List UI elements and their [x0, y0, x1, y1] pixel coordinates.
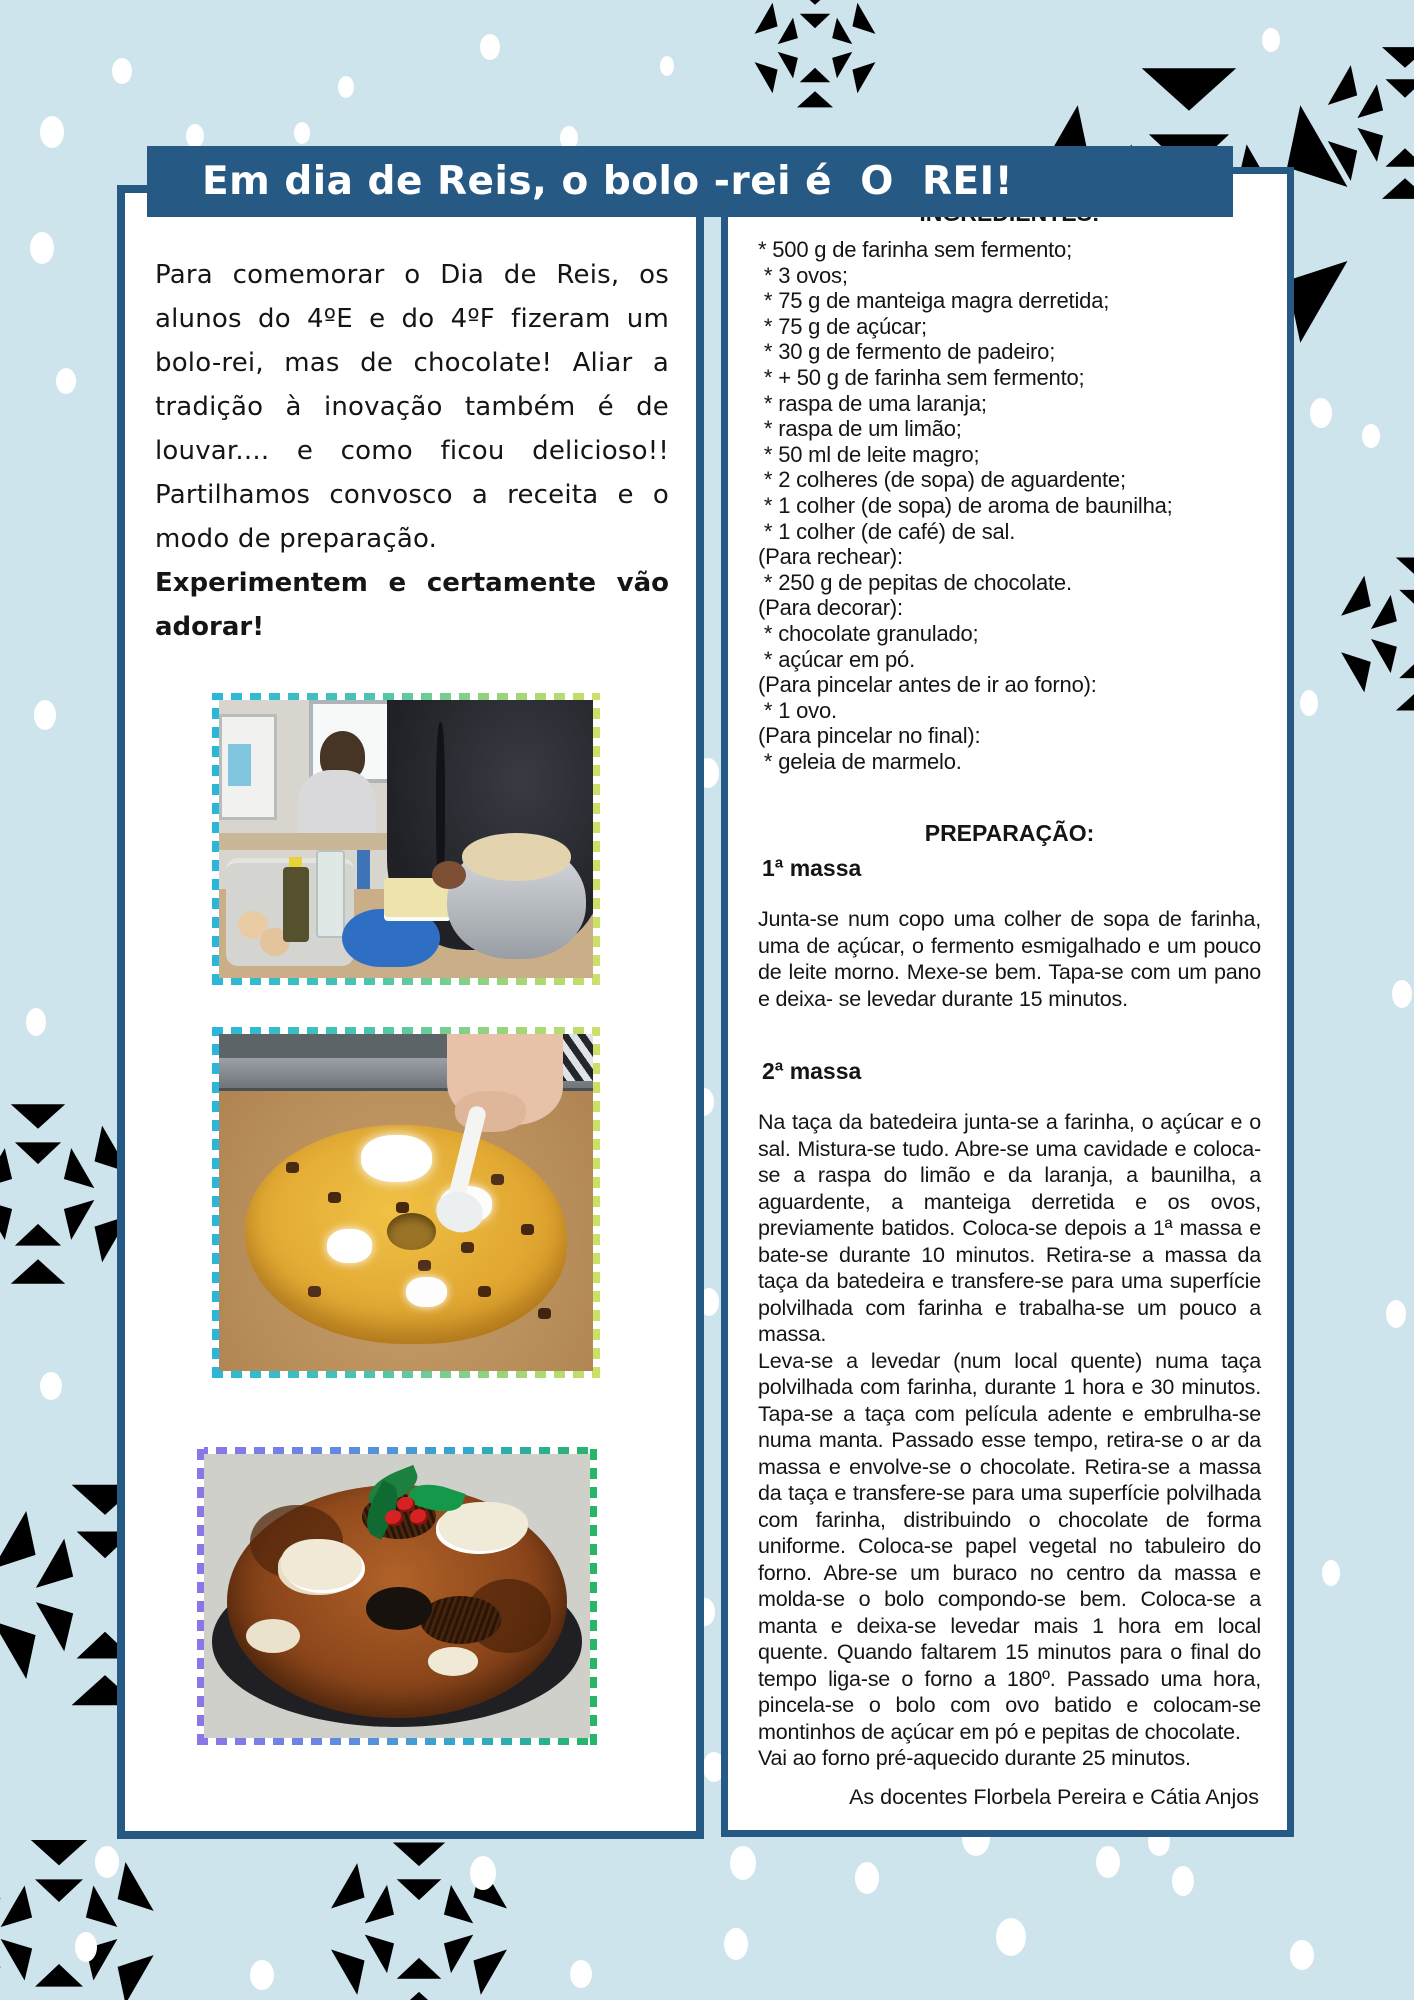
ingredients-list: [758, 237, 1261, 774]
ingredient-line: (Para pincelar antes de ir ao forno):: [758, 672, 1097, 698]
snowflake-icon: [1303, 518, 1414, 750]
ingredient-line: * 30 g de fermento de padeiro;: [758, 339, 1056, 365]
step1-text: Junta-se num copo uma colher de sopa de farinha, uma de açúcar, o fermento esmigalhado e um pouco de leite morno. Mexe-se bem. Tapa-se com um pano e deixa- se levedar durante 15 minutos.: [758, 907, 1261, 1011]
baked-bolo-rei-photo-image: [204, 1454, 590, 1738]
ingredient-line: * raspa de uma laranja;: [758, 390, 987, 416]
ingredient-line: * 1 colher (de café) de sal.: [758, 518, 1016, 544]
step2-paragraph: Vai ao forno pré-aquecido durante 25 minutos.: [758, 1746, 1191, 1771]
step2-heading: 2ª massa: [762, 1058, 862, 1085]
ingredient-line: * chocolate granulado;: [758, 620, 979, 646]
ingredient-line: (Para decorar):: [758, 595, 903, 621]
mixing-ingredients-photo: [212, 693, 600, 985]
dough-with-sugar-photo: [212, 1027, 600, 1378]
ingredient-line: * 50 ml de leite magro;: [758, 441, 980, 467]
intro-card: [117, 185, 704, 1839]
ingredient-line: * 250 g de pepitas de chocolate.: [758, 569, 1072, 595]
step2-paragraphs: [758, 1085, 1261, 1772]
dough-with-sugar-photo-image: [219, 1034, 593, 1371]
ingredient-line: * geleia de marmelo.: [758, 748, 962, 774]
ingredient-line: * 75 g de manteiga magra derretida;: [758, 288, 1110, 314]
ingredient-line: * raspa de um limão;: [758, 416, 962, 442]
ingredient-line: (Para pincelar no final):: [758, 723, 981, 749]
ingredient-line: * 1 colher (de sopa) de aroma de baunilha;: [758, 492, 1173, 518]
snowflake-icon: [725, 0, 905, 138]
ingredient-line: * 500 g de farinha sem fermento;: [758, 237, 1073, 262]
mixing-ingredients-photo-image: [219, 700, 593, 978]
ingredient-line: * açúcar em pó.: [758, 646, 915, 672]
page-title: Em dia de Reis, o bolo -rei é O REI!: [202, 159, 1013, 204]
step2-paragraph: Na taça da batedeira junta-se a farinha, o açúcar e o sal. Mistura-se tudo. Abre-se uma cavidade e coloca-se a raspa do limão e da laranja, a baunilha, a aguardente, a manteiga derretida e os ovos, previamente batidos. Coloca-se depois a 1ª massa e bate-se durante 10 minutos. Retira-se a massa da taça da batedeira e transfere-se para uma superfície polvilhada com farinha e trabalha-se um pouco a massa.: [758, 1110, 1261, 1347]
ingredient-line: * 2 colheres (de sopa) de aguardente;: [758, 467, 1126, 493]
baked-bolo-rei-photo: [197, 1447, 597, 1745]
ingredient-line: (Para rechear):: [758, 544, 903, 570]
ingredient-line: * 3 ovos;: [758, 262, 848, 288]
title-banner: [147, 146, 1233, 217]
step1-heading: 1ª massa: [762, 855, 862, 882]
step2-paragraph: Leva-se a levedar (num local quente) numa taça polvilhada com farinha, durante 1 hora e 30 minutos. Tapa-se a taça com película adente e embrulha-se numa manta. Passado esse tempo, retira-se o ar da massa e envolve-se o chocolate. Retira-se a massa da taça e transfere-se para uma superfície polvilhada com farinha, distribuindo o chocolate de forma uniforme. Coloca-se papel vegetal no tabuleiro do forno. Abre-se um buraco no centro da massa e molda-se o bolo compondo-se bem. Coloca-se a manta e deixa-se levedar mais 1 hora em local quente. Quando faltarem 15 minutos para o final do tempo liga-se o forno a 180º. Passado uma hora, pincela-se o bolo com ovo batido e colocam-se montinhos de açúcar em pó e pepitas de chocolate.: [758, 1348, 1261, 1744]
signature: As docentes Florbela Pereira e Cátia Anjos: [849, 1785, 1259, 1809]
intro-emphasis: Experimentem e certamente vão adorar!: [155, 568, 669, 642]
preparation-heading: PREPARAÇÃO:: [924, 820, 1095, 847]
ingredient-line: * + 50 g de farinha sem fermento;: [758, 364, 1085, 390]
recipe-card: [721, 167, 1294, 1837]
ingredient-line: * 75 g de açúcar;: [758, 313, 927, 339]
intro-paragraph: Para comemorar o Dia de Reis, os alunos do 4ºE e do 4ºF fizeram um bolo-rei, mas de chocolate! Aliar a tradição à inovação também é de louvar.... e como ficou delicioso!! Partilhamos convosco a receita e o modo de preparação.: [155, 260, 669, 554]
ingredient-line: * 1 ovo.: [758, 697, 837, 723]
